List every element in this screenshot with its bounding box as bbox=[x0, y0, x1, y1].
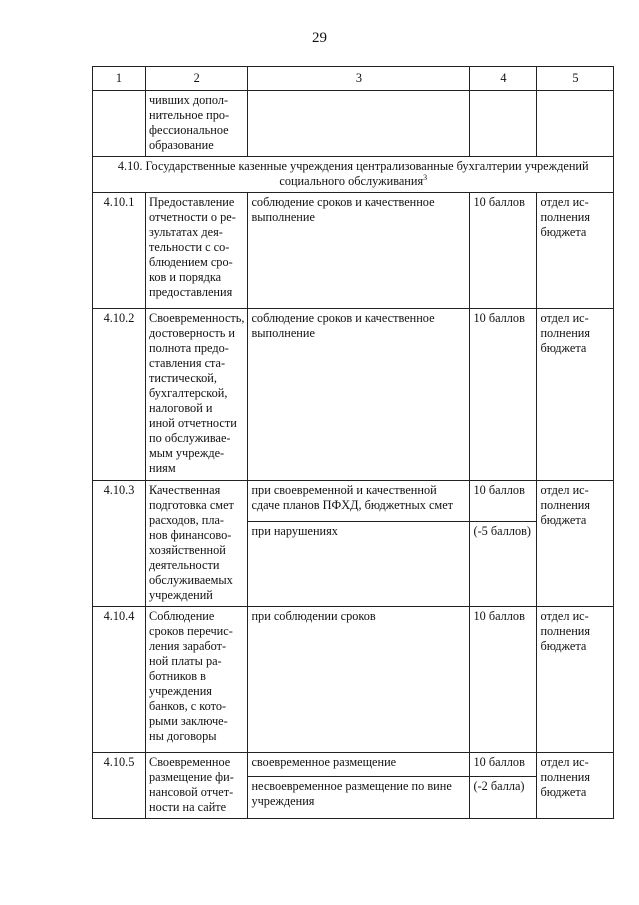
points-cell: 10 баллов bbox=[470, 753, 537, 777]
criteria-cell: своевременное размещение bbox=[248, 753, 470, 777]
criteria-cell: при своевременной и качественной сдаче планов ПФХД, бюджетных смет bbox=[248, 481, 470, 522]
num-cell: 4.10.5 bbox=[93, 753, 146, 819]
num-cell: 4.10.3 bbox=[93, 481, 146, 607]
responsible-cell: отдел ис- полнения бюджета bbox=[537, 193, 614, 309]
num-cell: 4.10.2 bbox=[93, 309, 146, 481]
points-cell: (-5 баллов) bbox=[470, 521, 537, 606]
num-cell: 4.10.4 bbox=[93, 607, 146, 753]
criteria-cell: при соблюдении сроков bbox=[248, 607, 470, 753]
points-cell: 10 баллов bbox=[470, 607, 537, 753]
num-cell: 4.10.1 bbox=[93, 193, 146, 309]
points-cell: 10 баллов bbox=[470, 309, 537, 481]
table-row bbox=[93, 481, 614, 522]
indicator-cell: Своевременность, достоверность и полнота предо- ставления ста- тистической, бухгалтерской, налоговой и иной отчетности по обслуживае- мым учрежде- ниям bbox=[146, 309, 248, 481]
responsible-cell: отдел ис- полнения бюджета bbox=[537, 481, 614, 607]
criteria-table bbox=[92, 66, 614, 819]
table-row bbox=[93, 607, 614, 753]
column-header: 3 bbox=[248, 67, 470, 91]
column-header: 5 bbox=[537, 67, 614, 91]
points-cell: 10 баллов bbox=[470, 193, 537, 309]
indicator-cell: Предоставление отчетности о ре- зультатах дея- тельности с со- блюдением сро- ков и порядка предоставления bbox=[146, 193, 248, 309]
indicator-cell: чивших допол- нительное про- фессиональное образование bbox=[146, 91, 248, 157]
page-number: 29 bbox=[312, 30, 327, 46]
table-header-row bbox=[93, 67, 614, 91]
criteria-cell: соблюдение сроков и качественное выполнение bbox=[248, 193, 470, 309]
table-row bbox=[93, 193, 614, 309]
criteria-cell: соблюдение сроков и качественное выполнение bbox=[248, 309, 470, 481]
column-header: 2 bbox=[146, 67, 248, 91]
indicator-cell: Соблюдение сроков перечис- ления заработ- ной платы ра- ботников в учреждения банков, с кото- рыми заключе- ны договоры bbox=[146, 607, 248, 753]
points-cell: 10 баллов bbox=[470, 481, 537, 522]
section-title-text: 4.10. Государственные казенные учреждения централизованные бухгалтерии учреждений социального обслуживания bbox=[117, 159, 589, 188]
section-row bbox=[93, 157, 614, 193]
footnote-mark: 3 bbox=[423, 172, 428, 182]
responsible-cell: отдел ис- полнения бюджета bbox=[537, 607, 614, 753]
responsible-cell bbox=[537, 91, 614, 157]
criteria-cell: несвоевременное размещение по вине учреждения bbox=[248, 777, 470, 819]
column-header: 1 bbox=[93, 67, 146, 91]
continuation-row bbox=[93, 91, 614, 157]
indicator-cell: Своевременное размещение фи- нансовой отчет- ности на сайте bbox=[146, 753, 248, 819]
criteria-cell bbox=[248, 91, 470, 157]
column-header: 4 bbox=[470, 67, 537, 91]
section-title bbox=[93, 157, 614, 193]
num-cell bbox=[93, 91, 146, 157]
criteria-cell: при нарушениях bbox=[248, 521, 470, 606]
table-row bbox=[93, 753, 614, 777]
table-row bbox=[93, 309, 614, 481]
responsible-cell: отдел ис- полнения бюджета bbox=[537, 753, 614, 819]
points-cell: (-2 балла) bbox=[470, 777, 537, 819]
points-cell bbox=[470, 91, 537, 157]
responsible-cell: отдел ис- полнения бюджета bbox=[537, 309, 614, 481]
indicator-cell: Качественная подготовка смет расходов, пла- нов финансово- хозяйственной деятельности обслуживаемых учреждений bbox=[146, 481, 248, 607]
